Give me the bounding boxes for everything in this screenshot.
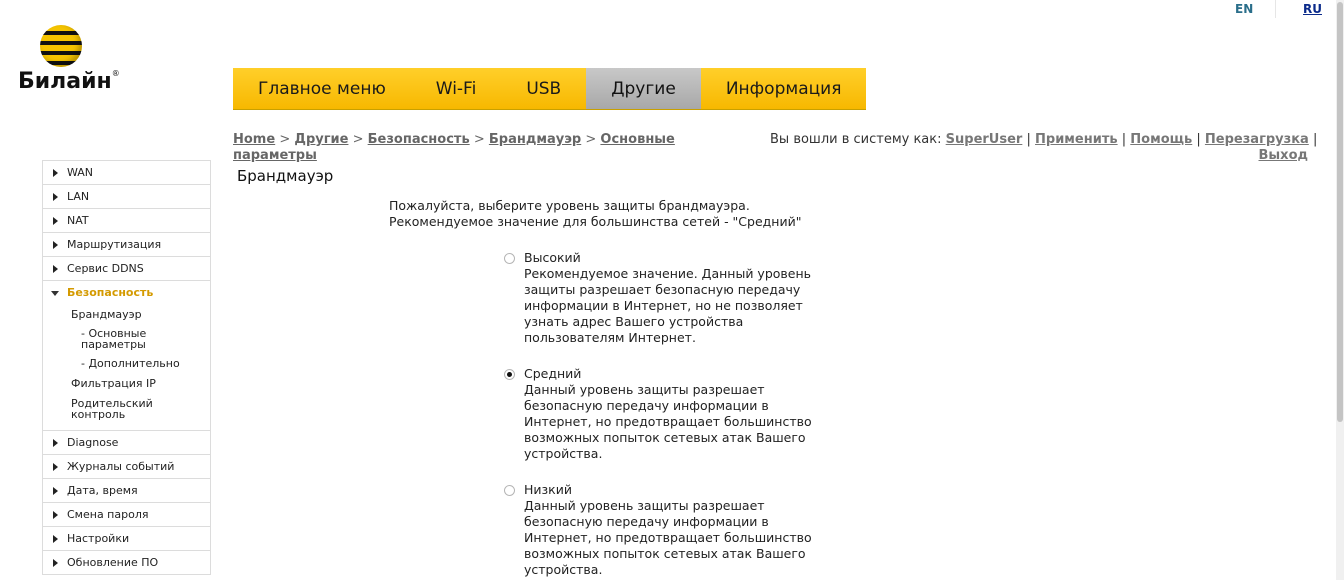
tab-usb[interactable]: USB — [501, 68, 586, 109]
sidebar-sub-ip-filter[interactable]: Фильтрация IP — [71, 377, 156, 390]
lang-ru-link[interactable]: RU — [1303, 2, 1322, 16]
arrow-right-icon — [53, 487, 58, 495]
beeline-ball-icon — [40, 25, 82, 67]
tab-wifi[interactable]: Wi-Fi — [411, 68, 502, 109]
scrollbar-thumb[interactable] — [1337, 2, 1343, 422]
sidebar-sub-advanced[interactable]: - Дополнительно — [81, 357, 180, 370]
breadcrumb-other[interactable]: Другие — [294, 132, 349, 147]
sidebar-item-logs[interactable]: Журналы событий — [43, 455, 210, 479]
main-nav — [233, 68, 866, 110]
tab-other[interactable]: Другие — [586, 68, 701, 109]
sidebar-item-password[interactable]: Смена пароля — [43, 503, 210, 527]
logged-in-as-label: Вы вошли в систему как: — [770, 132, 942, 147]
option-medium-title: Средний — [524, 366, 582, 381]
sidebar-item-settings[interactable]: Настройки — [43, 527, 210, 551]
radio-high[interactable] — [504, 253, 515, 264]
intro-text: Пожалуйста, выберите уровень защиты брандмауэра. Рекомендуемое значение для большинства сетей - "Средний" — [389, 198, 802, 229]
sidebar-item-security[interactable]: Безопасность — [43, 281, 210, 304]
arrow-right-icon — [53, 169, 58, 177]
option-medium-desc: Данный уровень защиты разрешает безопасную передачу информации в Интернет, но предотвращает большинство возможных попыток сетевых атак Вашего устройства. — [524, 382, 812, 461]
arrow-right-icon — [53, 535, 58, 543]
logout-link[interactable]: Выход — [1258, 148, 1308, 163]
breadcrumb-basic[interactable]: Основные параметры — [233, 132, 675, 163]
arrow-right-icon — [53, 241, 58, 249]
arrow-right-icon — [53, 559, 58, 567]
sidebar-item-lan[interactable]: LAN — [43, 185, 210, 209]
breadcrumb-firewall[interactable]: Брандмауэр — [488, 132, 582, 147]
sidebar-item-update[interactable]: Обновление ПО — [43, 551, 210, 574]
lang-en-link[interactable]: EN — [1235, 2, 1254, 16]
page-title: Брандмауэр — [237, 167, 334, 185]
radio-low[interactable] — [504, 485, 515, 496]
tab-main-menu[interactable]: Главное меню — [233, 68, 411, 109]
user-bar: Вы вошли в систему как: SuperUser | Применить | Помощь | Перезагрузка | — [770, 132, 1318, 147]
reboot-link[interactable]: Перезагрузка — [1204, 132, 1309, 147]
arrow-down-icon — [51, 291, 59, 296]
breadcrumb-home[interactable]: Home — [233, 132, 276, 147]
option-low-title: Низкий — [524, 482, 572, 497]
security-submenu — [43, 304, 210, 431]
sidebar — [42, 160, 211, 575]
sidebar-sub-firewall[interactable]: Брандмауэр — [71, 308, 142, 321]
arrow-right-icon — [53, 265, 58, 273]
sidebar-item-diagnose[interactable]: Diagnose — [43, 431, 210, 455]
breadcrumb: Home > Другие > Безопасность > Брандмауэр > Основные параметры — [233, 132, 675, 163]
sidebar-sub-parental[interactable]: Родительский контроль — [71, 397, 153, 421]
sidebar-item-routing[interactable]: Маршрутизация — [43, 233, 210, 257]
arrow-right-icon — [53, 193, 58, 201]
logo-text: Билайн® — [18, 69, 120, 94]
breadcrumb-security[interactable]: Безопасность — [367, 132, 470, 147]
option-high-desc: Рекомендуемое значение. Данный уровень защиты разрешает безопасную передачу информации в Интернет, но не позволяет узнать адрес Вашего устройства пользователям Интернет. — [524, 266, 811, 345]
arrow-right-icon — [53, 463, 58, 471]
lang-divider — [1275, 0, 1276, 18]
arrow-right-icon — [53, 511, 58, 519]
user-link[interactable]: SuperUser — [945, 132, 1023, 147]
help-link[interactable]: Помощь — [1130, 132, 1193, 147]
sidebar-item-wan[interactable]: WAN — [43, 161, 210, 185]
arrow-right-icon — [53, 439, 58, 447]
sidebar-item-nat[interactable]: NAT — [43, 209, 210, 233]
radio-medium[interactable] — [504, 369, 515, 380]
option-low-desc: Данный уровень защиты разрешает безопасную передачу информации в Интернет, но предотвращает большинство возможных попыток сетевых атак Вашего устройства. — [524, 498, 812, 577]
apply-link[interactable]: Применить — [1035, 132, 1118, 147]
vertical-scrollbar[interactable] — [1336, 0, 1344, 580]
tab-info[interactable]: Информация — [701, 68, 867, 109]
sidebar-item-datetime[interactable]: Дата, время — [43, 479, 210, 503]
sidebar-sub-basic[interactable]: - Основные параметры — [81, 327, 147, 351]
sidebar-item-ddns[interactable]: Сервис DDNS — [43, 257, 210, 281]
option-high-title: Высокий — [524, 250, 581, 265]
beeline-logo[interactable] — [18, 25, 118, 100]
arrow-right-icon — [53, 217, 58, 225]
